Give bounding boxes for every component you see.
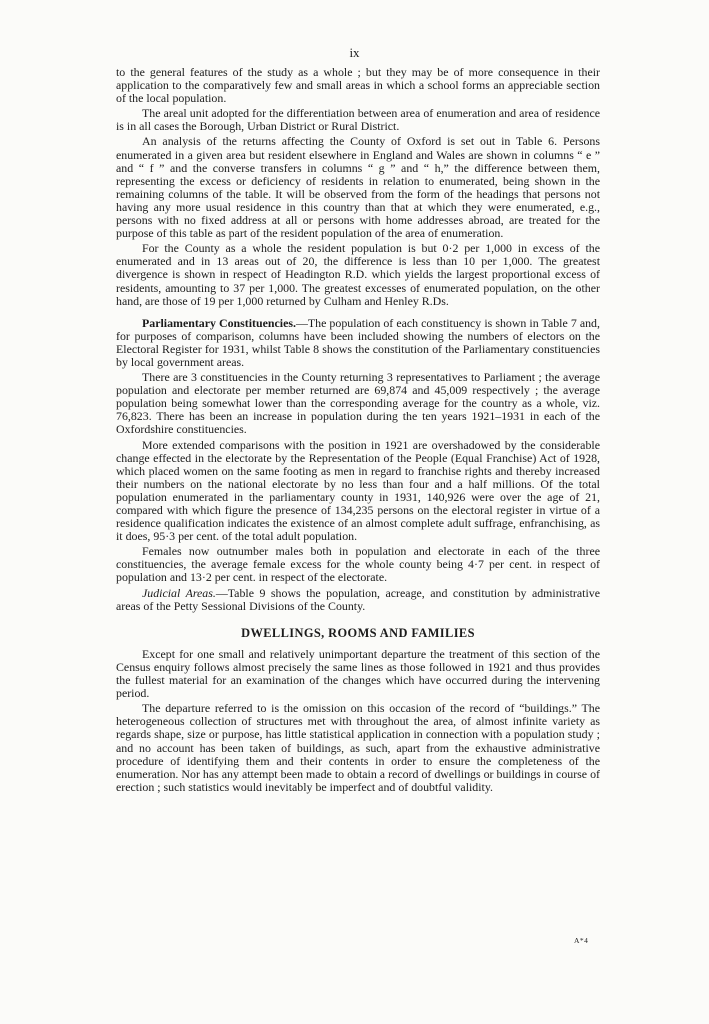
paragraph-county-whole: For the County as a whole the resident population is but 0·2 per 1,000 in excess of the enumerated and in 13 areas out of 20, the difference is less than 10 per 1,000. The greatest divergence is shown in respect of Headington R.D. which yields the largest proportional excess of residents, amounting to 37 per 1,000. The greatest excesses of enumerated population, on the other hand, are those of 19 per 1,000 returned by Culham and Henley R.Ds. <box>116 241 600 308</box>
paragraph-buildings-omission: The departure referred to is the omission on this occasion of the record of “buildings.” The heterogeneous collection of structures met with throughout the area, of almost infinite variety as regards shape, size or purpose, has little statistical application in connection with a population study ; and no account has been taken of buildings, as such, apart from the exhaustive administrative procedure of identifying them and their contents in order to ensure the completeness of the enumeration. Nor has any attempt been made to obtain a record of dwellings or buildings in course of erection ; such statistics would inevitably be imperfect and of doubtful validity. <box>116 701 600 794</box>
paragraph-parliamentary-constituencies <box>116 317 600 369</box>
paragraph-constituencies-count: There are 3 constituencies in the County returning 3 representatives to Parliament ; the average population and electorate per member returned are 69,874 and 45,009 respectively ; the average population being somewhat lower than the corresponding average for the country as a whole, viz. 76,823. There has been an increase in population during the ten years 1921–1931 in each of the Oxfordshire constituencies. <box>116 370 600 437</box>
paragraph-judicial-text: —Table 9 shows the population, acreage, and constitution by administrative areas of the Petty Sessional Divisions of the County. <box>116 585 600 613</box>
paragraph-dwellings-intro: Except for one small and relatively unimportant departure the treatment of this section of the Census enquiry follows almost precisely the same lines as those followed in 1921 and thus provides the fullest material for an examination of the changes which have occurred during the intervening period. <box>116 646 600 701</box>
signature-mark: A*4 <box>574 936 589 945</box>
runin-heading-parliamentary: Parliamentary Constituencies. <box>142 315 296 330</box>
runin-heading-judicial: Judicial Areas. <box>142 585 216 600</box>
paragraph-females: Females now outnumber males both in population and electorate in each of the three constituencies, the average female excess for the whole county being 4·7 per cent. in respect of population and 13·2 per cent. in respect of the electorate. <box>116 544 600 585</box>
paragraph-judicial-areas <box>116 587 600 613</box>
paragraph-areal-unit: The areal unit adopted for the differentiation between area of enumeration and area of residence is in all cases the Borough, Urban District or Rural District. <box>116 106 600 134</box>
paragraph-continuation: to the general features of the study as a whole ; but they may be of more consequence in their application to the comparatively few and small areas in which a school forms an appreciable section of the local population. <box>116 65 600 106</box>
section-heading: DWELLINGS, ROOMS AND FAMILIES <box>241 625 475 640</box>
paragraph-county-analysis: An analysis of the returns affecting the County of Oxford is set out in Table 6. Persons enumerated in a given area but resident elsewhere in England and Wales are shown in columns “ e ” and “ f ” and the converse transfers in columns “ g ” and “ h,” the difference between them, representing the excess or deficiency of residents in relation to enumerated, being shown in the remaining columns of the table. It will be observed from the form of the headings that persons not having any more usual residence in this country than that at which they were enumerated, e.g., persons with no fixed address at all or persons with home addresses abroad, are treated for the purpose of this table as part of the resident population of the area of enumeration. <box>116 134 600 241</box>
paragraph-extended-comparisons: More extended comparisons with the position in 1921 are overshadowed by the considerable change effected in the electorate by the Representation of the People (Equal Franchise) Act of 1928, which placed women on the same footing as men in regard to franchise rights and thereby increased their numbers on the national electorate by no less than four and a half millions. Of the total population enumerated in the parliamentary county in 1931, 140,926 were over the age of 21, compared with which figure the presence of 134,235 persons on the electoral register in virtue of a residence qualification indicates the existence of an almost complete adult suffrage, enfranchising, as it does, 95·3 per cent. of the total adult population. <box>116 437 600 544</box>
paragraph-parliamentary-text: —The population of each constituency is shown in Table 7 and, for purposes of comparison, columns have been included showing the numbers of electors on the Electoral Register for 1931, whilst Table 8 shows the constitution of the Parliamentary constituencies by local government areas. <box>116 315 600 369</box>
body-text <box>116 66 600 796</box>
page-number: ix <box>349 45 360 60</box>
